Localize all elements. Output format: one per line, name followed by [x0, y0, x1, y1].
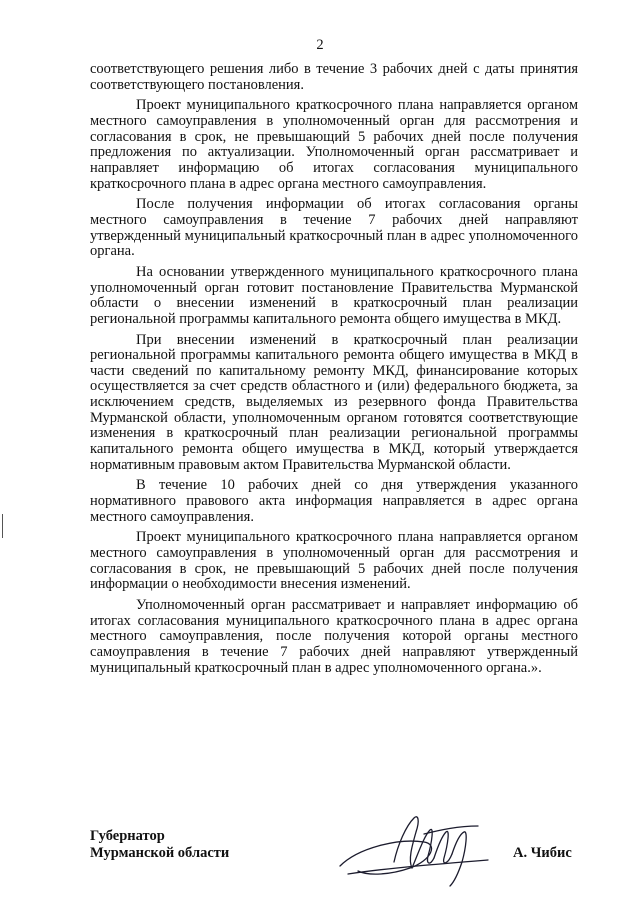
paragraph-5: При внесении изменений в краткосрочный план реализации региональной программы капитального ремонта общего имущества в МКД в части сведений по капитальному ремонту МКД, финансирование которых осуществляется за счет средств областного и (или) федерального бюджета, за исключением средств, выделяемых из резервного фонда Правительства Мурманской области, уполномоченным органом готовятся соответствующие изменения в краткосрочный план реализации региональной программы капитального ремонта общего имущества в МКД, который утверждается нормативным правовым актом Правительства Мурманской области. [90, 331, 578, 473]
paragraph-6: В течение 10 рабочих дней со дня утверждения указанного нормативного правового акта информация направляется в адрес органа местного самоуправления. [90, 477, 578, 525]
position-line-2: Мурманской области [90, 845, 230, 861]
signatory-position [90, 828, 229, 862]
handwritten-signature [328, 808, 503, 888]
position-line-1: Губернатор [90, 828, 165, 844]
signatory-name: А. Чибис [513, 845, 572, 861]
paragraph-2: Проект муниципального краткосрочного плана направляется органом местного самоуправления в уполномоченный орган для рассмотрения и согласования в срок, не превышающий 5 рабочих дней после получения предложения по актуализации. Уполномоченный орган рассматривает и направляет информацию об итогах согласования муниципального краткосрочного плана в адрес органа местного самоуправления. [90, 97, 578, 192]
paragraph-8: Уполномоченный орган рассматривает и направляет информацию об итогах согласования муниципального краткосрочного плана в адрес органа местного самоуправления, после получения которой органы местного самоуправления в течение 7 рабочих дней направляют утвержденный муниципальный краткосрочный план в адрес уполномоченного органа.». [90, 597, 578, 676]
page-number: 2 [316, 37, 324, 53]
paragraph-3: После получения информации об итогах согласования органы местного самоуправления в течение 7 рабочих дней направляют утвержденный муниципальный краткосрочный план в адрес уполномоченного органа. [90, 196, 578, 260]
paragraph-4: На основании утвержденного муниципального краткосрочного плана уполномоченный орган готовит постановление Правительства Мурманской области о внесении изменений в краткосрочный план реализации региональной программы капитального ремонта общего имущества в МКД. [90, 263, 578, 327]
document-body [90, 62, 578, 681]
paragraph-7: Проект муниципального краткосрочного плана направляется органом местного самоуправления в уполномоченный орган для рассмотрения и согласования в срок, не превышающий 5 рабочих дней после получения информации о необходимости внесения изменений. [90, 529, 578, 593]
paragraph-1: соответствующего решения либо в течение 3 рабочих дней с даты принятия соответствующего постановления. [90, 61, 578, 93]
margin-mark [2, 514, 3, 538]
